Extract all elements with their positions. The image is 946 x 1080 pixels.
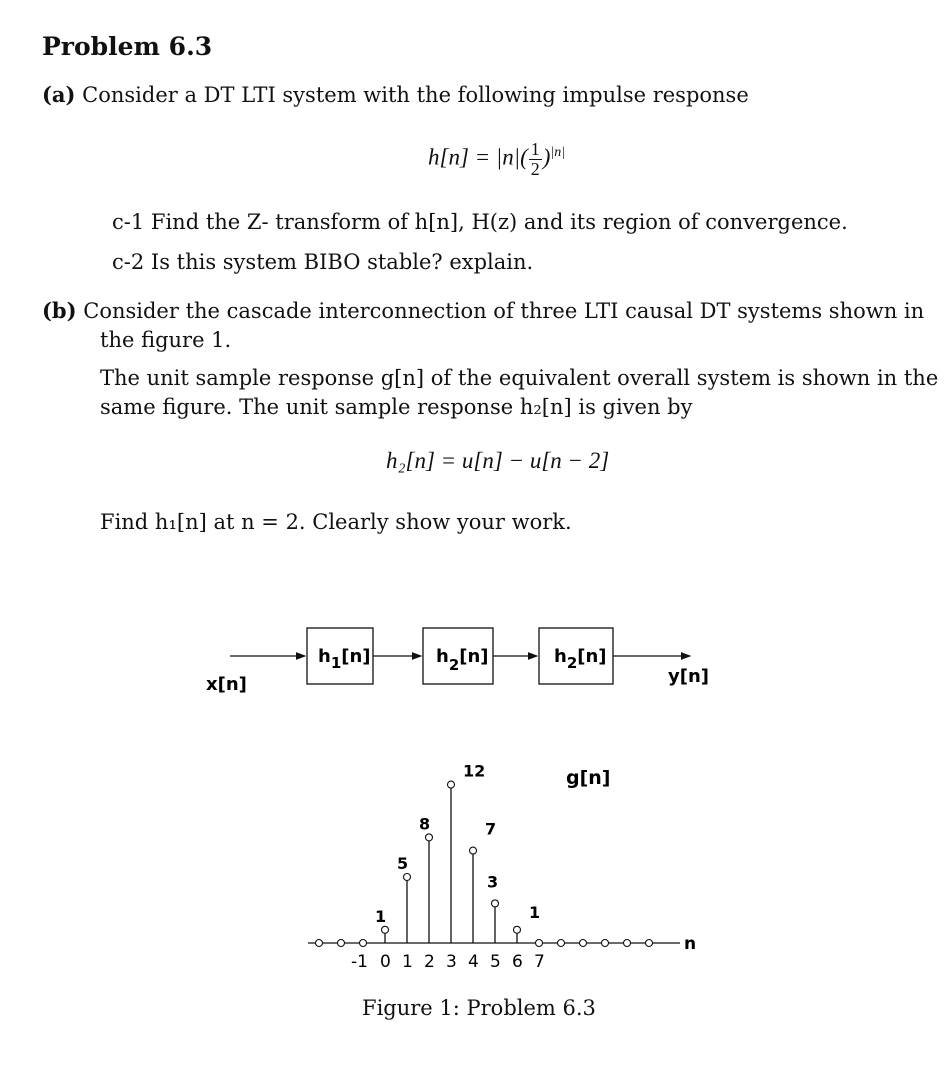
part-b-label: (b) xyxy=(42,298,77,323)
part-a-label: (a) xyxy=(42,82,76,107)
part-a-c2: c-2 Is this system BIBO stable? explain. xyxy=(112,250,534,274)
part-a-text: Consider a DT LTI system with the following impulse response xyxy=(82,83,749,107)
gn-stem-plot xyxy=(300,760,720,980)
value-label-6: 1 xyxy=(529,902,541,922)
tick-label-0: -1 xyxy=(351,952,368,972)
stem-marker-1 xyxy=(338,940,345,947)
part-b-line1-text: Consider the cascade interconnection of three LTI causal DT systems shown in xyxy=(83,299,925,323)
part-a-equation xyxy=(428,140,565,179)
tick-label-4: 3 xyxy=(446,952,457,972)
block-h2-first-label: $h_2[n]$ xyxy=(436,646,489,674)
tick-label-6: 5 xyxy=(490,952,501,972)
gn-series-label: g[n] xyxy=(566,767,611,789)
n-axis-label: n xyxy=(684,934,697,954)
tick-label-3: 2 xyxy=(424,952,435,972)
stem-marker-10 xyxy=(536,940,543,947)
part-b-find: Find h₁[n] at n = 2. Clearly show your work. xyxy=(100,510,572,534)
tick-label-1: 0 xyxy=(380,952,391,972)
eq-a-frac-den: 2 xyxy=(530,158,540,179)
value-label-2: 8 xyxy=(419,814,431,834)
eq-a-frac-num: 1 xyxy=(530,139,540,159)
tick-labels-group xyxy=(351,952,545,972)
tick-label-7: 6 xyxy=(512,952,523,972)
value-label-5: 3 xyxy=(487,872,499,892)
stem-marker-8 xyxy=(492,900,499,907)
value-label-4: 7 xyxy=(485,819,497,839)
tick-label-2: 1 xyxy=(402,952,413,972)
tick-label-8: 7 xyxy=(534,952,545,972)
eq-a-fraction xyxy=(529,140,542,179)
part-a-intro xyxy=(42,82,749,107)
value-label-1: 5 xyxy=(397,854,409,873)
eq-a-exponent: |n| xyxy=(550,145,566,161)
stems-group xyxy=(316,762,653,947)
block-h1-label: $h_1[n]$ xyxy=(318,646,371,672)
problem-title: Problem 6.3 xyxy=(42,32,213,61)
stem-marker-0 xyxy=(316,940,323,947)
part-a-c1: c-1 Find the Z- transform of h[n], H(z) and its region of convergence. xyxy=(112,210,848,234)
stem-marker-9 xyxy=(514,926,521,933)
part-b-equation: h₂[n] = u[n] − u[n − 2] xyxy=(386,448,610,473)
eq-a-lhs: h[n] = |n|( xyxy=(428,144,528,170)
stem-marker-4 xyxy=(404,874,411,881)
value-label-3: 12 xyxy=(463,761,486,781)
stem-marker-6 xyxy=(448,781,455,788)
part-b-line3: The unit sample response g[n] of the equivalent overall system is shown in the xyxy=(100,366,939,390)
input-label: x[n] xyxy=(206,674,247,695)
eq-a-rhs: ) xyxy=(542,144,551,170)
part-b-line1 xyxy=(42,298,924,323)
part-b-line2: the figure 1. xyxy=(100,328,232,352)
stem-marker-13 xyxy=(602,940,609,947)
stem-marker-3 xyxy=(382,926,389,933)
figure-caption: Figure 1: Problem 6.3 xyxy=(362,996,596,1020)
stem-marker-12 xyxy=(580,940,587,947)
stem-marker-15 xyxy=(646,940,653,947)
part-b-line4: same figure. The unit sample response h₂[n] is given by xyxy=(100,395,693,419)
block-h2-second-label: $h_2[n]$ xyxy=(554,646,607,672)
output-label: y[n] xyxy=(668,666,710,687)
stem-marker-7 xyxy=(470,847,477,854)
value-label-0: 1 xyxy=(375,906,387,926)
stem-marker-2 xyxy=(360,940,367,947)
stem-marker-11 xyxy=(558,940,565,947)
tick-label-5: 4 xyxy=(468,952,479,972)
stem-marker-14 xyxy=(624,940,631,947)
block-diagram xyxy=(190,610,730,710)
stem-marker-5 xyxy=(426,834,433,841)
